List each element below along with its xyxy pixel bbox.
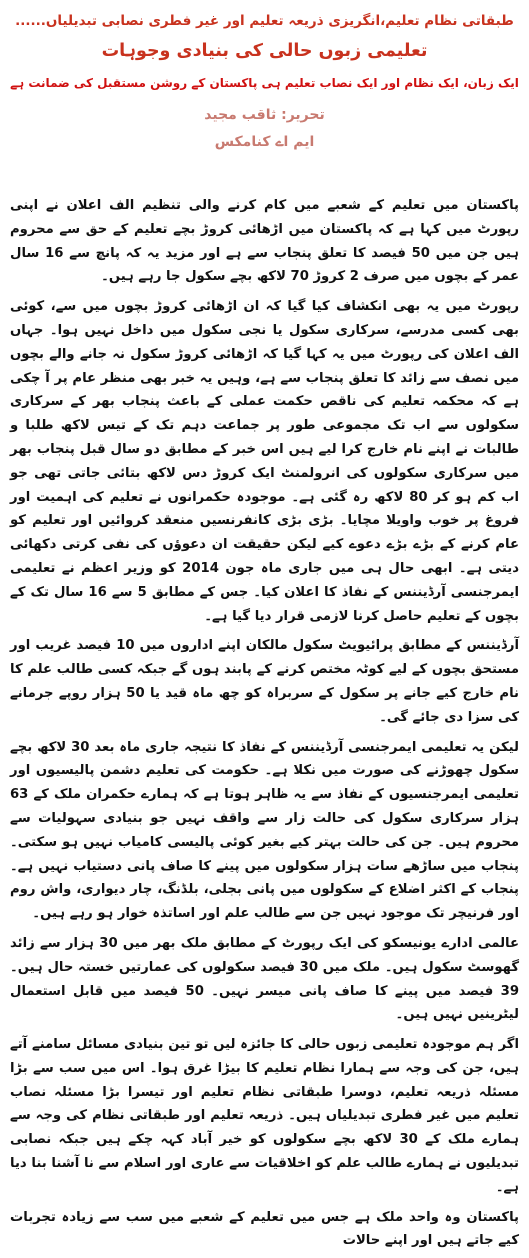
paragraph: اگر ہم موجودہ تعلیمی زبوں حالی کا جائزہ لیں تو تین بنیادی مسائل سامنے آتے ہیں، جن کی وجہ سے ہمارا نظام تعلیم کا بیڑا غرق ہوا۔ اس میں سب سے بڑا مسئلہ ذریعہ تعلیم، دوسرا طبقاتی نظام تعلیم اور تیسرا بڑا مسئلہ نصاب تعلیم میں غیر فطری تبدیلیاں ہیں۔ ذریعہ تعلیم اور طبقاتی نظام کی وجہ سے ہمارے ملک کے 30 لاکھ بچے سکولوں کو خیر آباد کہہ چکے ہیں جبکہ نصابی تبدیلیوں نے ہمارے طالب علم کو اخلاقیات سے عاری اور اسلام سے نا آشنا بنا دیا ہے۔ (10, 1037, 520, 1195)
paragraph: لیکن یہ تعلیمی ایمرجنسی آرڈیننس کے نفاذ کا نتیجہ جاری ماہ بعد 30 لاکھ بچے سکول چھوڑنے کی صورت میں نکلا ہے۔ حکومت کی تعلیم دشمن پالیسیوں اور تعلیمی ایمرجنسیوں کے نفاذ سے یہ ظاہر ہوتا ہے کہ ہمارے حکمران ملک کے 63 ہزار سرکاری سکول کی حالت زار سے واقف نہیں جو بنیادی سہولیات سے محروم ہیں۔ جن کی حالت بہتر کیے بغیر کوئی پالیسی کامیاب نہیں ہو سکتی۔ پنجاب میں ساڑھے سات ہزار سکولوں میں پینے کا صاف پانی دستیاب نہیں ہے۔ پنجاب کے اکثر اضلاع کے سکولوں میں پانی بجلی، بلڈنگ، چار دیواری، واش روم اور فرنیچر تک موجود نہیں جن سے طالب علم اور اساتذہ خوار ہو رہے ہیں۔ (10, 739, 519, 922)
paragraph: عالمی ادارے یونیسکو کی ایک رپورٹ کے مطابق ملک بھر میں 30 ہزار سے زائد گھوسٹ سکول ہیں۔ ملک میں 30 فیصد سکولوں کی عمارتیں خستہ حال ہیں۔ 39 فیصد میں پینے کا صاف پانی میسر نہیں۔ 50 فیصد میں قابل استعمال لیٹرینیں نہیں ہیں۔ (10, 935, 519, 1023)
article-header (10, 6, 519, 154)
paragraph: آرڈیننس کے مطابق پرائیویٹ سکول مالکان اپنے اداروں میں 10 فیصد غریب اور مستحق بچوں کے لیے کوٹہ مختص کرنے کے پابند ہوں گے جبکہ کسی طالب علم کا نام خارج کیے جانے پر سکول کے سربراہ کو چھ ماہ قید یا 50 ہزار روپے جرمانے کی سزا دی جائے گی۔ (10, 638, 520, 725)
paragraph: رپورٹ میں یہ بھی انکشاف کیا گیا کہ ان اڑھائی کروڑ بچوں میں سے، کوئی بھی کسی مدرسے، سرکاری سکول یا نجی سکول میں داخل نہیں ہوا۔ جہاں الف اعلان کی رپورٹ میں یہ کہا گیا کہ اڑھائی کروڑ سکول نہ جانے والے بچوں میں نصف سے زائد کا تعلق پنجاب سے ہے، وہیں یہ خبر بھی منظر عام پر آ چکی ہے کہ محکمہ تعلیم کی ناقص حکمت عملی کے باعث پنجاب بھر کے سرکاری سکولوں سے اب تک مجموعی طور پر جماعت دہم تک کے تیس لاکھ طلبا و طالبات نے اپنے نام خارج کرا لیے ہیں اس خبر کے مطابق دو سال قبل پنجاب بھر میں سرکاری سکولوں کی انرولمنٹ ایک کروڑ دس لاکھ بتائی جاتی تھی جو اب کم ہو کر 80 لاکھ رہ گئی ہے۔ موجودہ حکمرانوں نے تعلیم کی اہمیت اور فروغ پر خوب واویلا مچایا۔ بڑی بڑی کانفرنسیں منعقد کروائیں اور تعلیم کو عام کرنے کے بڑے بڑے دعوے کیے لیکن حقیقت ان دعوؤں کی نفی کرتی دکھائی دیتی ہے۔ ابھی حال ہی میں جاری ماہ جون 2014 کو وزیر اعظم نے تعلیمی ایمرجنسی آرڈیننس کے نفاذ کا اعلان کیا۔ جس کے مطابق 5 سے 16 سال تک کے بچوں کے تعلیم حاصل کرنا لازمی قرار دیا گیا ہے۔ (10, 299, 520, 624)
author-credentials: ایم اے کنامکس (214, 134, 315, 150)
headline-line-3: ایک زبان، ایک نظام اور ایک نصاب تعلیم ہی پاکستان کے روشن مستقبل کی ضمانت ہے (10, 76, 519, 90)
headline-line-2: تعلیمی زبوں حالی کی بنیادی وجوہات (101, 41, 428, 61)
header-spacer (10, 154, 519, 194)
paragraph: پاکستان وہ واحد ملک ہے جس میں تعلیم کے شعبے میں سب سے زیادہ تجربات کیے جاتے ہیں اور اپنے حالات (10, 1209, 519, 1249)
article-body (10, 194, 519, 1253)
author-byline: تحریر: ثاقب مجید (204, 107, 325, 123)
headline-line-1: طبقاتی نظام تعلیم،انگریزی ذریعہ تعلیم اور غیر فطری نصابی تبدیلیاں...... (15, 13, 514, 29)
paragraph: پاکستان میں تعلیم کے شعبے میں کام کرنے والی تنظیم الف اعلان نے اپنی رپورٹ میں کہا ہے کہ پاکستان میں اڑھائی کروڑ بچے تعلیم کے حق سے محروم ہیں جن میں 50 فیصد کا تعلق پنجاب سے ہے اور مزید یہ کہ پانچ سے 16 سال عمر کے بچوں میں صرف 2 کروڑ 70 لاکھ بچے سکول جا رہے ہیں۔ (10, 198, 519, 285)
